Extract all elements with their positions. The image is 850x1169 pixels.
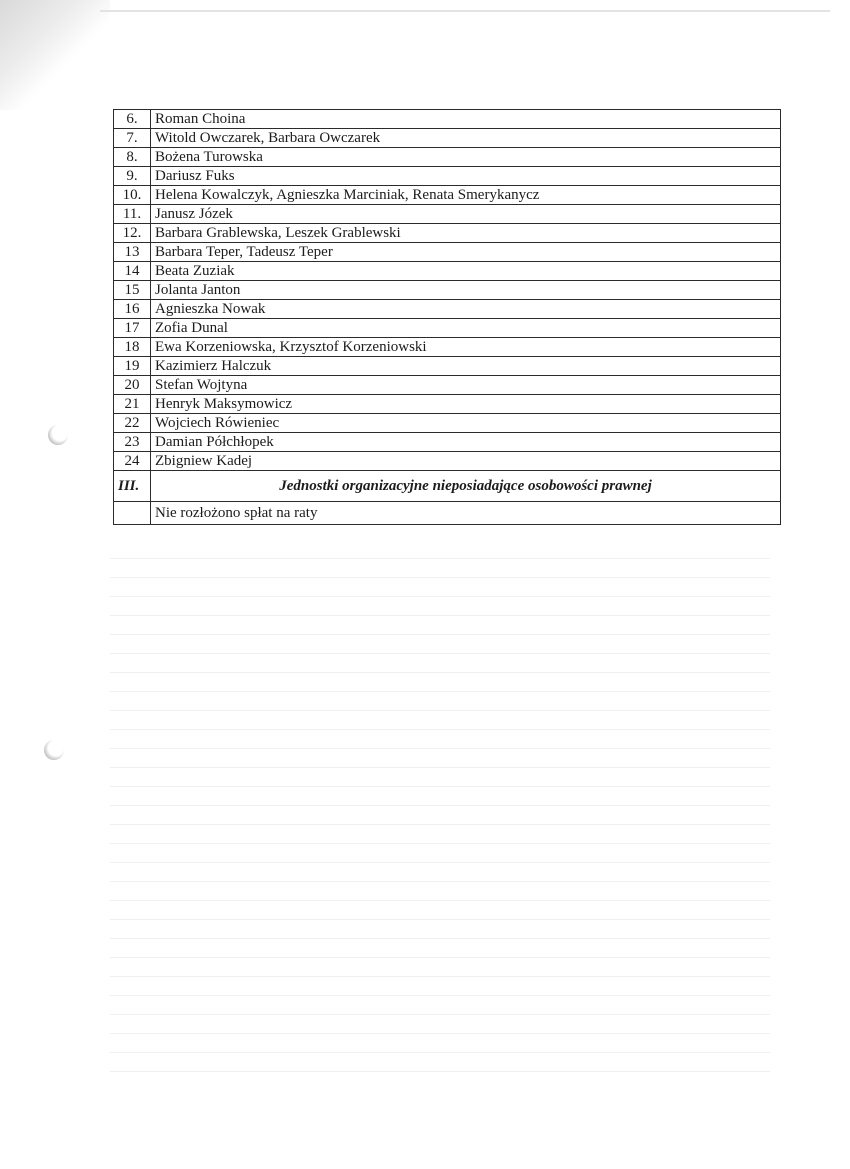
table-row xyxy=(114,281,781,300)
row-name: Dariusz Fuks xyxy=(151,167,781,186)
row-name: Bożena Turowska xyxy=(151,148,781,167)
row-number: 18 xyxy=(114,338,151,357)
table-row xyxy=(114,376,781,395)
row-number: 21 xyxy=(114,395,151,414)
row-name: Beata Zuziak xyxy=(151,262,781,281)
row-name: Wojciech Rówieniec xyxy=(151,414,781,433)
page-top-edge xyxy=(100,10,830,12)
row-number: 10. xyxy=(114,186,151,205)
row-number: 19 xyxy=(114,357,151,376)
table-row xyxy=(114,129,781,148)
row-name: Zbigniew Kadej xyxy=(151,452,781,471)
row-number: 6. xyxy=(114,110,151,129)
row-number: 20 xyxy=(114,376,151,395)
row-number: 11. xyxy=(114,205,151,224)
row-number: 14 xyxy=(114,262,151,281)
row-name: Agnieszka Nowak xyxy=(151,300,781,319)
page-corner-shadow xyxy=(0,0,110,110)
note-text: Nie rozłożono spłat na raty xyxy=(151,502,781,525)
note-number-cell xyxy=(114,502,151,525)
row-name: Stefan Wojtyna xyxy=(151,376,781,395)
table-row xyxy=(114,338,781,357)
row-name: Helena Kowalczyk, Agnieszka Marciniak, Renata Smerykanycz xyxy=(151,186,781,205)
table-row xyxy=(114,224,781,243)
row-number: 12. xyxy=(114,224,151,243)
table-row xyxy=(114,395,781,414)
row-number: 23 xyxy=(114,433,151,452)
row-name: Barbara Teper, Tadeusz Teper xyxy=(151,243,781,262)
section-title: Jednostki organizacyjne nieposiadające osobowości prawnej xyxy=(151,471,781,502)
table-row xyxy=(114,186,781,205)
row-number: 7. xyxy=(114,129,151,148)
row-name: Roman Choina xyxy=(151,110,781,129)
section-number: III. xyxy=(114,471,151,502)
row-number: 22 xyxy=(114,414,151,433)
table-row xyxy=(114,300,781,319)
note-row xyxy=(114,502,781,525)
table-row xyxy=(114,167,781,186)
row-number: 24 xyxy=(114,452,151,471)
row-number: 8. xyxy=(114,148,151,167)
table-row xyxy=(114,414,781,433)
row-number: 9. xyxy=(114,167,151,186)
row-number: 15 xyxy=(114,281,151,300)
table-row xyxy=(114,243,781,262)
table-row xyxy=(114,110,781,129)
names-table xyxy=(113,109,781,525)
table-row xyxy=(114,452,781,471)
row-name: Kazimierz Halczuk xyxy=(151,357,781,376)
row-name: Ewa Korzeniowska, Krzysztof Korzeniowski xyxy=(151,338,781,357)
row-name: Damian Półchłopek xyxy=(151,433,781,452)
punch-hole xyxy=(44,740,64,760)
table-row xyxy=(114,262,781,281)
row-name: Janusz Józek xyxy=(151,205,781,224)
row-number: 17 xyxy=(114,319,151,338)
table-row xyxy=(114,357,781,376)
table-row xyxy=(114,433,781,452)
section-header-row xyxy=(114,471,781,502)
table-row xyxy=(114,148,781,167)
row-name: Jolanta Janton xyxy=(151,281,781,300)
row-number: 13 xyxy=(114,243,151,262)
row-name: Henryk Maksymowicz xyxy=(151,395,781,414)
row-number: 16 xyxy=(114,300,151,319)
bleed-through-text xyxy=(110,540,770,1080)
punch-hole xyxy=(48,425,68,445)
row-name: Witold Owczarek, Barbara Owczarek xyxy=(151,129,781,148)
table-row xyxy=(114,319,781,338)
table-row xyxy=(114,205,781,224)
row-name: Barbara Grablewska, Leszek Grablewski xyxy=(151,224,781,243)
row-name: Zofia Dunal xyxy=(151,319,781,338)
